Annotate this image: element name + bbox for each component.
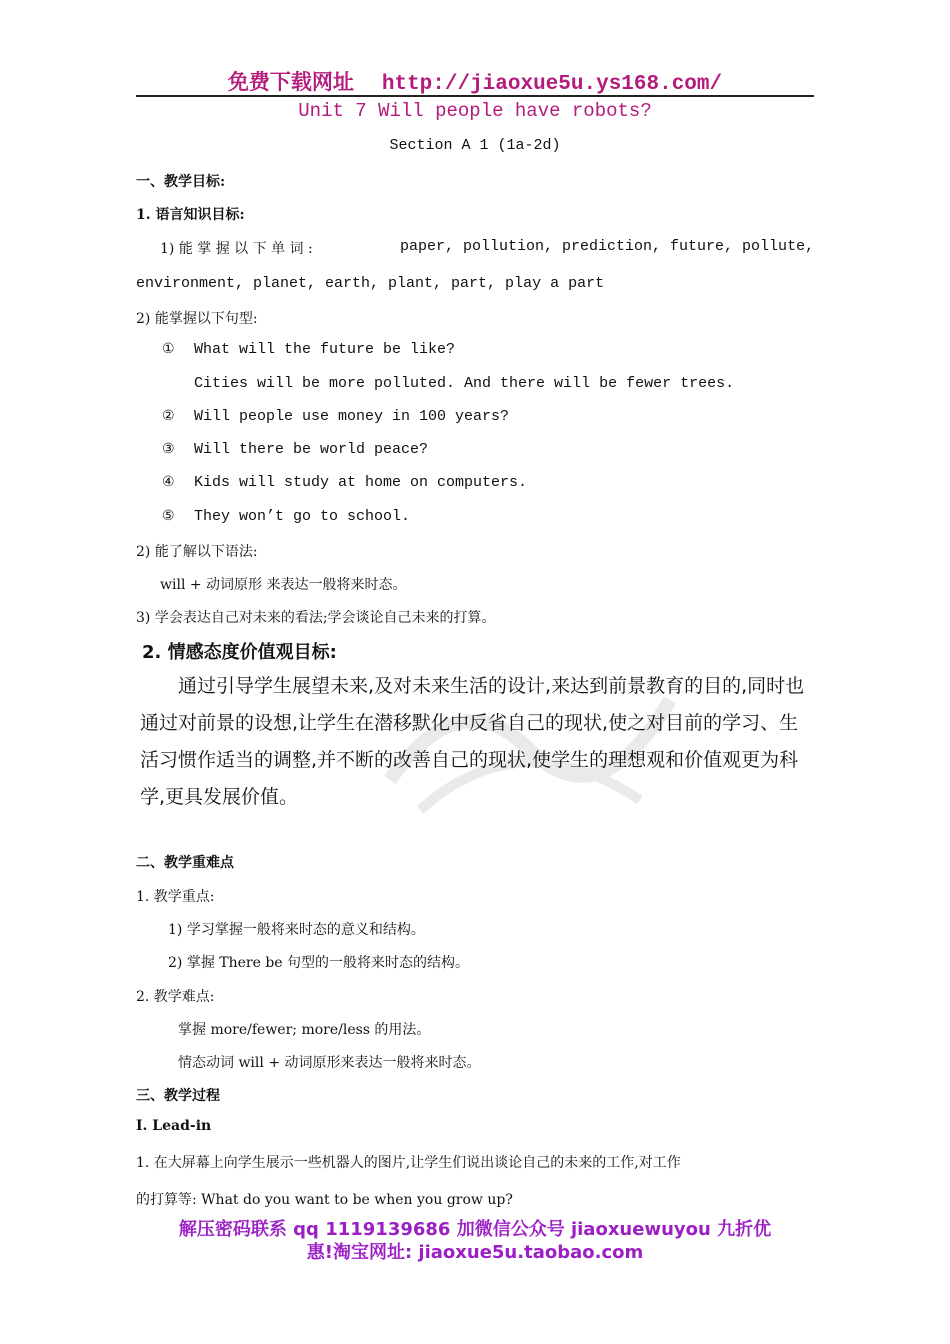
sentence-text: What will the future be like? (194, 341, 456, 358)
affective-goal-heading: 2. 情感态度价值观目标: (142, 642, 337, 663)
document-subtitle: Section A 1 (1a-2d) (389, 137, 561, 154)
vocab-line-1: paper, pollution, prediction, future, pollute, (400, 238, 815, 255)
header-divider (136, 95, 814, 97)
vocab-line-2: environment, planet, earth, plant, part, play a part (136, 275, 605, 292)
difficulty-1: 掌握 more/fewer; more/less 的用法。 (178, 1022, 431, 1038)
step-1-line-1: 1. 在大屏幕上向学生展示一些机器人的图片,让学生们说出谈论自己的未来的工作,对工作 (136, 1155, 681, 1171)
lead-in-heading: Ⅰ. Lead-in (136, 1118, 212, 1134)
sentence-number: ⑤ (162, 508, 175, 524)
sentence-number: ③ (162, 441, 175, 457)
sentence-text: Cities will be more polluted. And there will be fewer trees. (194, 375, 735, 392)
document-title: Unit 7 Will people have robots? (298, 100, 652, 122)
key-points-label: 1. 教学重点: (136, 889, 215, 905)
goal-item-3: 3) 学会表达自己对未来的看法;学会谈论自己未来的打算。 (136, 610, 496, 626)
grammar-line: will + 动词原形 来表达一般将来时态。 (160, 577, 407, 593)
sentence-text: Will people use money in 100 years? (194, 408, 510, 425)
sentence-text: They won’t go to school. (194, 508, 411, 525)
difficulty-2: 情态动词 will + 动词原形来表达一般将来时态。 (178, 1055, 481, 1071)
sentences-label: 2) 能掌握以下句型: (136, 311, 258, 327)
section-2-heading: 二、教学重难点 (136, 855, 234, 871)
vocab-label: 1) 能 掌 握 以 下 单 词 : (160, 241, 313, 257)
step-1-line-2: 的打算等: What do you want to be when you grow up? (136, 1192, 513, 1208)
section-3-heading: 三、教学过程 (136, 1088, 220, 1104)
difficulties-label: 2. 教学难点: (136, 989, 215, 1005)
grammar-label: 2) 能了解以下语法: (136, 544, 258, 560)
header-url-link[interactable]: http://jiaoxue5u.ys168.com/ (381, 73, 723, 96)
section-1-heading: 一、教学目标: (136, 174, 226, 190)
key-point-1: 1) 学习掌握一般将来时态的意义和结构。 (168, 922, 425, 938)
language-goal-heading: 1. 语言知识目标: (136, 207, 245, 223)
sentence-text: Will there be world peace? (194, 441, 429, 458)
sentence-number: ② (162, 408, 175, 424)
header-download-label: 免费下载网址 (227, 69, 354, 94)
footer-contact (0, 1218, 950, 1264)
header-download-line (0, 66, 950, 96)
sentence-number: ④ (162, 474, 175, 490)
sentence-number: ① (162, 341, 175, 357)
affective-goal-paragraph: 通过引导学生展望未来,及对未来生活的设计,来达到前景教育的目的,同时也通过对前景的设想,让学生在潜移默化中反省自己的现状,使之对目前的学习、生活习惯作适当的调整,并不断的改善自己的现状,使学生的理想观和价值观更为科学,更具发展价值。 (140, 675, 805, 808)
sentence-text: Kids will study at home on computers. (194, 474, 528, 491)
footer-line-2[interactable]: 惠!淘宝网址: jiaoxue5u.taobao.com (306, 1242, 644, 1263)
footer-line-1: 解压密码联系 qq 1119139686 加微信公众号 jiaoxuewuyou 九折优 (178, 1219, 772, 1240)
key-point-2: 2) 掌握 There be 句型的一般将来时态的结构。 (168, 955, 470, 971)
